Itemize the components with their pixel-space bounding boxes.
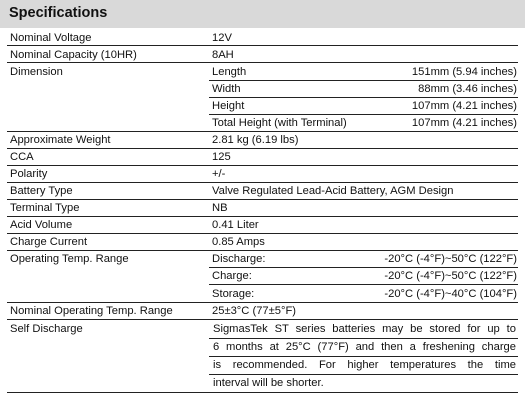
dimension-total-height-label: Total Height (with Terminal) [212,117,347,129]
dimension-label: Dimension [10,66,63,78]
weight-label: Approximate Weight [10,134,111,146]
dimension-length-value: 151mm (5.94 inches) [411,66,517,78]
operating-temp-storage-value: -20°C (-4°F)~40°C (104°F) [384,288,517,300]
row-divider [209,374,518,375]
polarity-label: Polarity [10,168,48,180]
row-divider [209,338,518,339]
self-discharge-line: SigmasTek ST series batteries may be stored for up to [213,323,516,335]
row-divider [209,267,518,268]
page-title: Specifications [9,5,108,21]
self-discharge-line: interval will be shorter. [213,377,324,389]
nominal-operating-temp-value: 25±3°C (77±5°F) [212,305,297,317]
weight-value: 2.81 kg (6.19 lbs) [212,134,299,146]
row-divider [7,392,518,393]
self-discharge-line: is recommended. For higher temperatures the time [213,359,516,371]
nominal-voltage-value: 12V [212,32,232,44]
operating-temp-charge-label: Charge: [212,270,252,282]
cca-value: 125 [212,151,231,163]
self-discharge-label: Self Discharge [10,323,83,335]
battery-type-value: Valve Regulated Lead-Acid Battery, AGM Design [212,185,454,197]
row-divider [7,199,518,200]
nominal-voltage-label: Nominal Voltage [10,32,92,44]
operating-temp-storage-label: Storage: [212,288,255,300]
row-divider [7,62,518,63]
nominal-capacity-label: Nominal Capacity (10HR) [10,49,137,61]
row-divider [7,148,518,149]
row-divider [209,114,518,115]
row-divider [7,45,518,46]
row-divider [209,284,518,285]
battery-type-label: Battery Type [10,185,73,197]
operating-temp-discharge-value: -20°C (-4°F)~50°C (122°F) [384,253,517,265]
cca-label: CCA [10,151,34,163]
dimension-width-label: Width [212,83,241,95]
nominal-capacity-value: 8AH [212,49,234,61]
self-discharge-line: 6 months at 25°C (77°F) and then a freshening charge [213,341,516,353]
row-divider [7,165,518,166]
acid-volume-value: 0.41 Liter [212,219,259,231]
dimension-length-label: Length [212,66,247,78]
charge-current-label: Charge Current [10,236,88,248]
nominal-operating-temp-label: Nominal Operating Temp. Range [10,305,173,317]
dimension-width-value: 88mm (3.46 inches) [418,83,517,95]
operating-temp-discharge-label: Discharge: [212,253,266,265]
dimension-height-value: 107mm (4.21 inches) [411,100,517,112]
row-divider [209,356,518,357]
row-divider [7,302,518,303]
polarity-value: +/- [212,168,226,180]
row-divider [209,97,518,98]
terminal-type-value: NB [212,202,228,214]
row-divider [7,233,518,234]
acid-volume-label: Acid Volume [10,219,73,231]
row-divider [7,131,518,132]
specifications-header [0,0,525,28]
row-divider [7,182,518,183]
dimension-total-height-value: 107mm (4.21 inches) [411,117,517,129]
operating-temp-charge-value: -20°C (-4°F)~50°C (122°F) [384,270,517,282]
terminal-type-label: Terminal Type [10,202,80,214]
operating-temp-label: Operating Temp. Range [10,253,129,265]
row-divider [7,250,518,251]
charge-current-value: 0.85 Amps [212,236,265,248]
dimension-height-label: Height [212,100,245,112]
row-divider [7,216,518,217]
row-divider [209,80,518,81]
